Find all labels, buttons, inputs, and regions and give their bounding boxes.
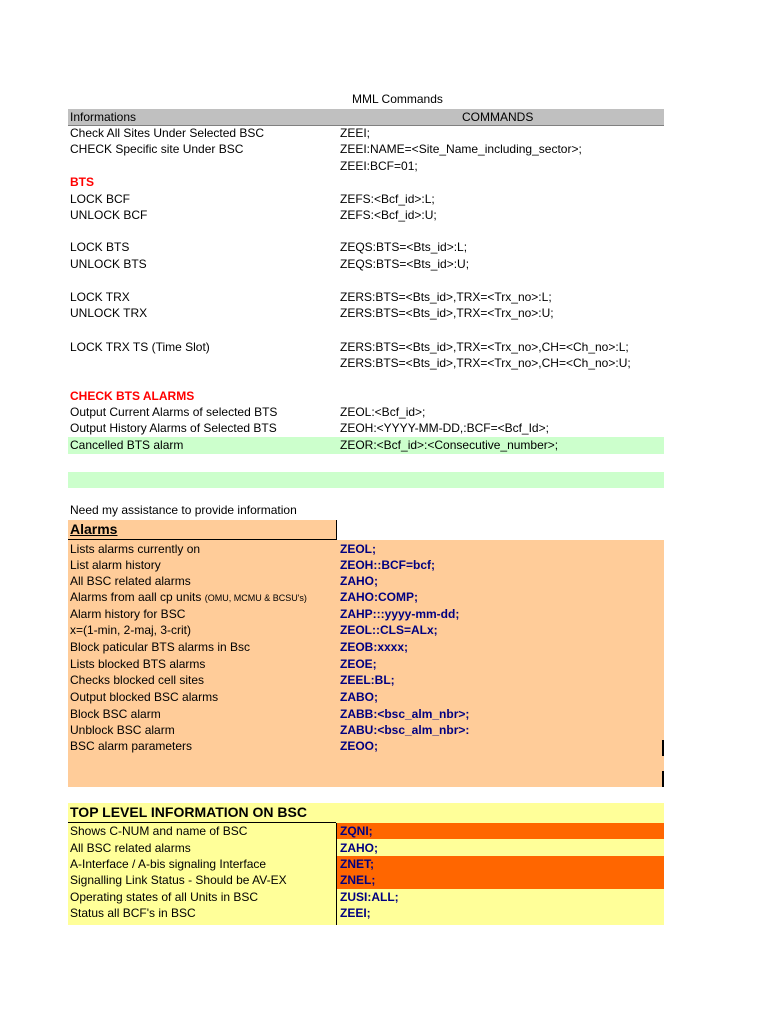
section-heading-bts: BTS xyxy=(70,175,94,189)
table-row: Output Current Alarms of selected BTS ZEOL:<Bcf_id>; xyxy=(70,405,426,419)
table-row: UNLOCK TRX ZERS:BTS=<Bts_id>,TRX=<Trx_no>:U; xyxy=(70,306,554,320)
table-row: List alarm history ZEOH::BCF=bcf; xyxy=(70,558,435,572)
table-row: LOCK TRX TS (Time Slot) ZERS:BTS=<Bts_id>,TRX=<Trx_no>,CH=<Ch_no>:L; xyxy=(70,340,629,354)
page-title: MML Commands xyxy=(352,92,443,106)
table-row: BSC alarm parameters ZEOO; xyxy=(70,739,378,753)
table-row: Unblock BSC alarm ZABU:<bsc_alm_nbr>: xyxy=(70,723,470,737)
green-spacer-row xyxy=(68,472,664,488)
table-row: A-Interface / A-bis signaling Interface ZNET; xyxy=(70,857,374,871)
table-row: Output blocked BSC alarms ZABO; xyxy=(70,690,378,704)
table-row: UNLOCK BCF ZEFS:<Bcf_id>:U; xyxy=(70,208,437,222)
table-row: ZEEI:BCF=01; xyxy=(340,159,418,173)
table-row: All BSC related alarms ZAHO; xyxy=(70,574,378,588)
table-row: LOCK TRX ZERS:BTS=<Bts_id>,TRX=<Trx_no>:L; xyxy=(70,290,552,304)
table-row: ZERS:BTS=<Bts_id>,TRX=<Trx_no>,CH=<Ch_no>:U; xyxy=(340,356,631,370)
table-row: Block paticular BTS alarms in Bsc ZEOB:xxxx; xyxy=(70,640,409,654)
table-row: Shows C-NUM and name of BSC ZQNI; xyxy=(70,824,373,838)
table-row: All BSC related alarms ZAHO; xyxy=(70,841,378,855)
table-row: Signalling Link Status - Should be AV-EX ZNEL; xyxy=(70,873,376,887)
header-commands: COMMANDS xyxy=(462,110,534,124)
table-row: Lists blocked BTS alarms ZEOE; xyxy=(70,657,377,671)
table-row: Status all BCF's in BSC ZEEI; xyxy=(70,906,371,920)
alarms-heading: Alarms xyxy=(70,521,118,537)
table-row: Alarms from aall cp units (OMU, MCMU & BCSU's) ZAHO:COMP; xyxy=(70,590,418,604)
header-informations: Informations xyxy=(70,110,137,124)
alarms-heading-divider xyxy=(68,539,337,540)
table-row: x=(1-min, 2-maj, 3-crit) ZEOL::CLS=ALx; xyxy=(70,623,438,637)
right-edge-mark xyxy=(662,771,664,787)
table-row: Block BSC alarm ZABB:<bsc_alm_nbr>; xyxy=(70,707,470,721)
table-row: Check All Sites Under Selected BSC ZEEI; xyxy=(70,126,371,140)
table-row: UNLOCK BTS ZEQS:BTS=<Bts_id>:U; xyxy=(70,257,470,271)
table-row: Operating states of all Units in BSC ZUSI:ALL; xyxy=(70,890,399,904)
table-row: Cancelled BTS alarm ZEOR:<Bcf_id>:<Consecutive_number>; xyxy=(68,437,664,454)
table-row: LOCK BTS ZEQS:BTS=<Bts_id>:L; xyxy=(70,240,468,254)
top-level-heading: TOP LEVEL INFORMATION ON BSC xyxy=(70,804,307,820)
table-row: Alarm history for BSC ZAHP:::yyyy-mm-dd; xyxy=(70,607,460,621)
section-heading-check-alarms: CHECK BTS ALARMS xyxy=(70,389,195,403)
table-row: Output History Alarms of Selected BTS ZEOH:<YYYY-MM-DD,:BCF=<Bcf_Id>; xyxy=(70,421,549,435)
assist-note: Need my assistance to provide information xyxy=(70,503,297,517)
table-row: Checks blocked cell sites ZEEL:BL; xyxy=(70,673,395,687)
table-row: LOCK BCF ZEFS:<Bcf_id>:L; xyxy=(70,192,435,206)
table-row: Lists alarms currently on ZEOL; xyxy=(70,542,376,556)
table-row: CHECK Specific site Under BSC ZEEI:NAME=<Site_Name_including_sector>; xyxy=(70,142,582,156)
table-header xyxy=(68,109,664,126)
